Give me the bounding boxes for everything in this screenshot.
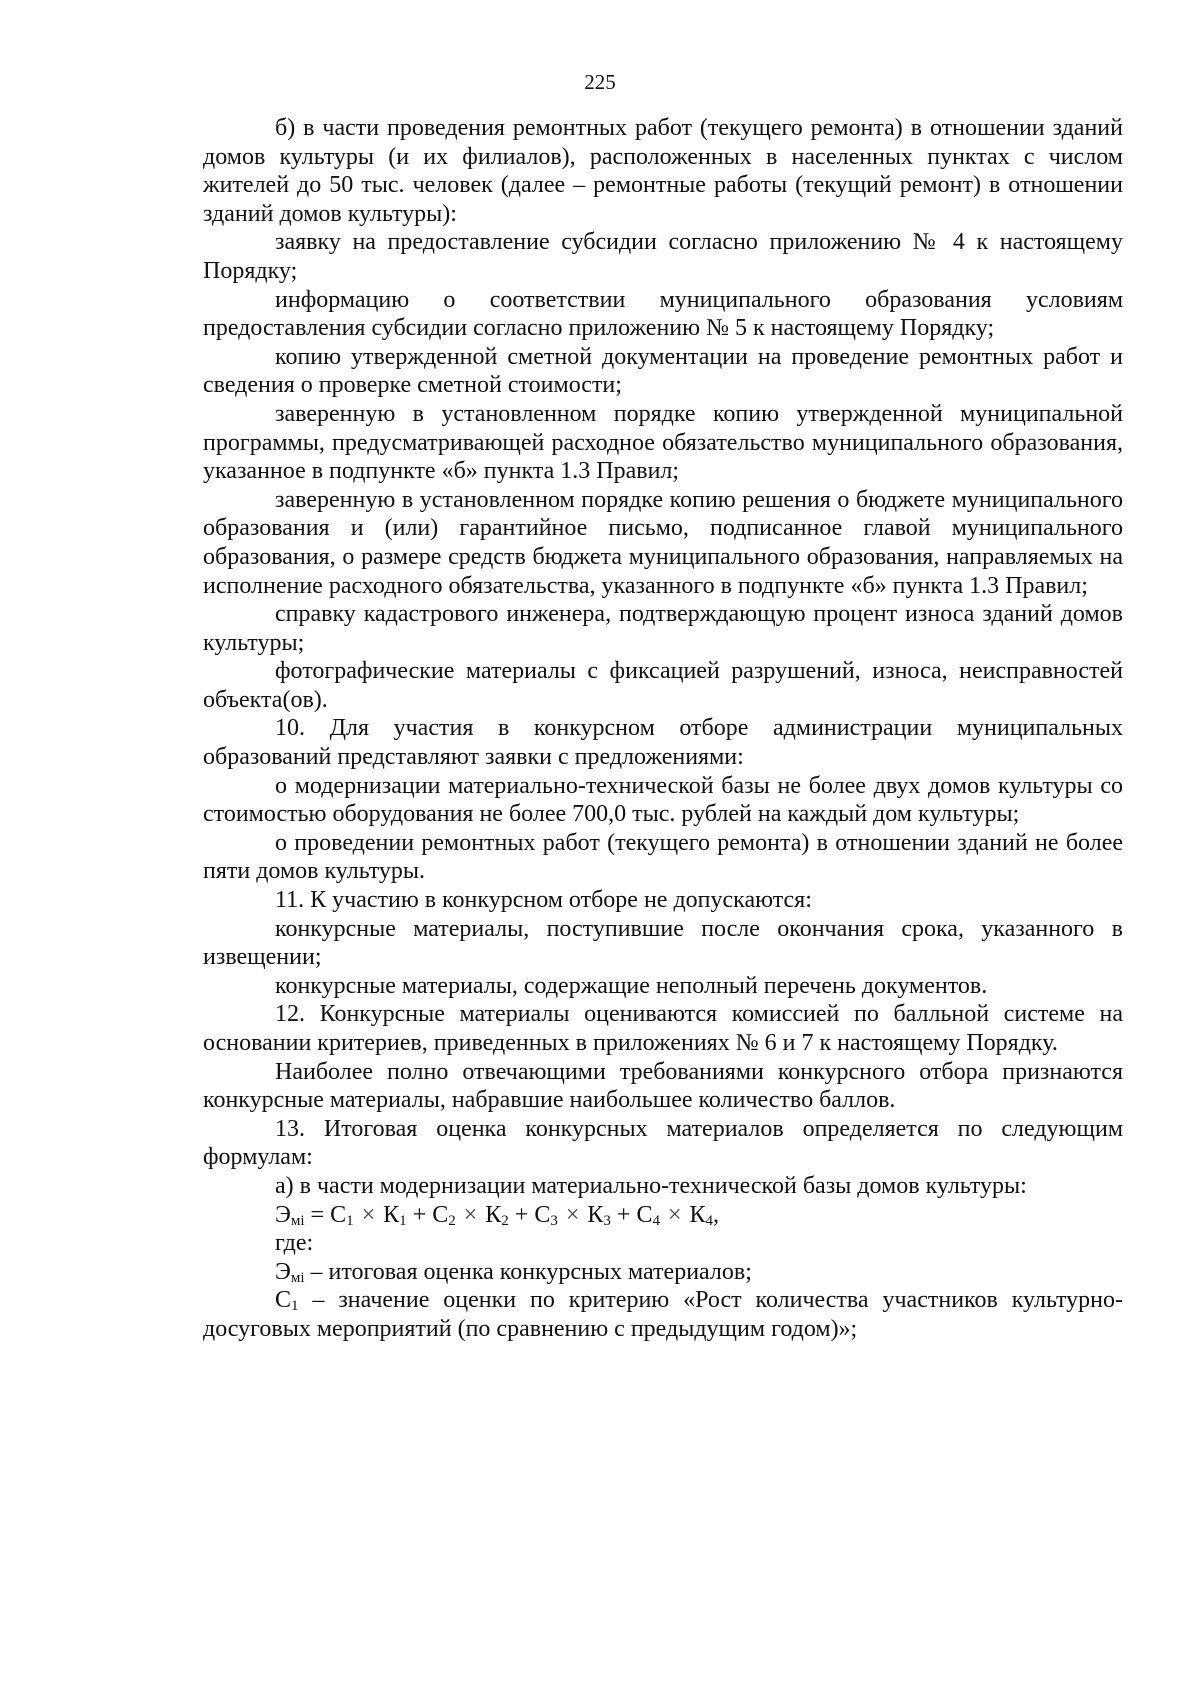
definition-text: – итоговая оценка конкурсных материалов; (304, 1258, 752, 1285)
paragraph: заверенную в установленном порядке копию утвержденной муниципальной программы, предусматривающей расходное обязательство муниципального образования, указанное в подпункте «б» пункта 1.3 Правил; (203, 400, 1123, 485)
formula-symbol: К (383, 1201, 400, 1228)
formula-operator: + (412, 1201, 427, 1228)
paragraph: заверенную в установленном порядке копию решения о бюджете муниципального образования и (или) гарантийное письмо, подписанное главой муниципального образования, о размере средств бюджета муниципального образования, направляемых на исполнение расходного обязательства, указанного в подпункте «б» пункта 1.3 Правил; (203, 486, 1123, 599)
paragraph: конкурсные материалы, поступившие после окончания срока, указанного в извещении; (203, 915, 1123, 971)
paragraph: 10. Для участия в конкурсном отборе администрации муниципальных образований представляют заявки с предложениями: (203, 715, 1123, 771)
formula-symbol: К (587, 1201, 604, 1228)
definition-text: – значение оценки по критерию «Рост количества участников культурно-досуговых мероприятий (по сравнению с предыдущим годом)»; (203, 1287, 1123, 1342)
paragraph: заявку на предоставление субсидии согласно приложению № 4 к настоящему Порядку; (203, 229, 1123, 284)
formula-operator: × (361, 1201, 376, 1228)
paragraph: информацию о соответствии муниципального образования условиям предоставления субсидии согласно приложению № 5 к настоящему Порядку; (203, 286, 1123, 342)
formula-symbol: К (689, 1201, 706, 1228)
formula-end: , (713, 1201, 720, 1228)
definition-symbol: С (275, 1287, 292, 1314)
paragraph: копию утвержденной сметной документации на проведение ремонтных работ и сведения о проверке сметной стоимости; (203, 343, 1123, 399)
paragraph: 12. Конкурсные материалы оцениваются комиссией по балльной системе на основании критериев, приведенных в приложениях № 6 и 7 к настоящему Порядку. (203, 1001, 1123, 1056)
formula-subscript: 1 (399, 1212, 407, 1229)
where-label: где: (275, 1230, 314, 1257)
formula-subscript: 4 (705, 1212, 714, 1229)
formula (203, 1201, 1123, 1230)
formula-operator: + (514, 1201, 529, 1228)
paragraph: конкурсные материалы, содержащие неполный перечень документов. (275, 972, 988, 999)
formula-operator: × (667, 1201, 682, 1228)
formula-operator: × (565, 1201, 580, 1228)
paragraph: о проведении ремонтных работ (текущего ремонта) в отношении зданий не более пяти домов культуры. (203, 829, 1123, 885)
formula-subscript: 1 (346, 1212, 354, 1229)
formula-subscript: 3 (550, 1212, 558, 1229)
definition-subscript: мi (290, 1269, 305, 1286)
formula-symbol: С (432, 1201, 449, 1228)
formula-operator: + (616, 1201, 631, 1228)
definition (203, 1286, 1123, 1343)
document-body (203, 114, 1123, 1344)
paragraph: б) в части проведения ремонтных работ (текущего ремонта) в отношении зданий домов культуры (и их филиалов), расположенных в населенных пунктах с числом жителей до 50 тыс. человек (далее – ремонтные работы (текущий ремонт) в отношении зданий домов культуры): (203, 115, 1123, 227)
paragraph: 13. Итоговая оценка конкурсных материалов определяется по следующим формулам: (203, 1115, 1123, 1171)
paragraph: фотографические материалы с фиксацией разрушений, износа, неисправностей объекта(ов). (203, 658, 1123, 713)
formula-subscript: 2 (501, 1212, 509, 1229)
paragraph: справку кадастрового инженера, подтверждающую процент износа зданий домов культуры; (203, 601, 1123, 656)
paragraph: 11. К участию в конкурсном отборе не допускаются: (275, 887, 812, 914)
paragraph: о модернизации материально-технической базы не более двух домов культуры со стоимостью оборудования не более 700,0 тыс. рублей на каждый дом культуры; (203, 772, 1123, 828)
definition-symbol: Э (275, 1258, 291, 1285)
formula-operator: × (463, 1201, 478, 1228)
formula-symbol: К (485, 1201, 502, 1228)
definition-subscript: 1 (291, 1298, 299, 1315)
formula-subscript: мi (290, 1212, 305, 1229)
formula-symbol: С (534, 1201, 551, 1228)
definition (203, 1258, 1123, 1287)
paragraph: а) в части модернизации материально-технической базы домов культуры: (275, 1172, 1027, 1199)
formula-symbol: С (636, 1201, 653, 1228)
paragraph: Наиболее полно отвечающими требованиями конкурсного отбора признаются конкурсные материалы, набравшие наибольшее количество баллов. (203, 1058, 1123, 1114)
formula-operator: = (310, 1201, 325, 1228)
page-number: 225 (584, 70, 616, 94)
formula-subscript: 2 (448, 1212, 456, 1229)
formula-subscript: 4 (652, 1212, 660, 1229)
formula-symbol: С (330, 1201, 347, 1228)
formula-subscript: 3 (603, 1212, 611, 1229)
formula-symbol: Э (275, 1201, 291, 1228)
